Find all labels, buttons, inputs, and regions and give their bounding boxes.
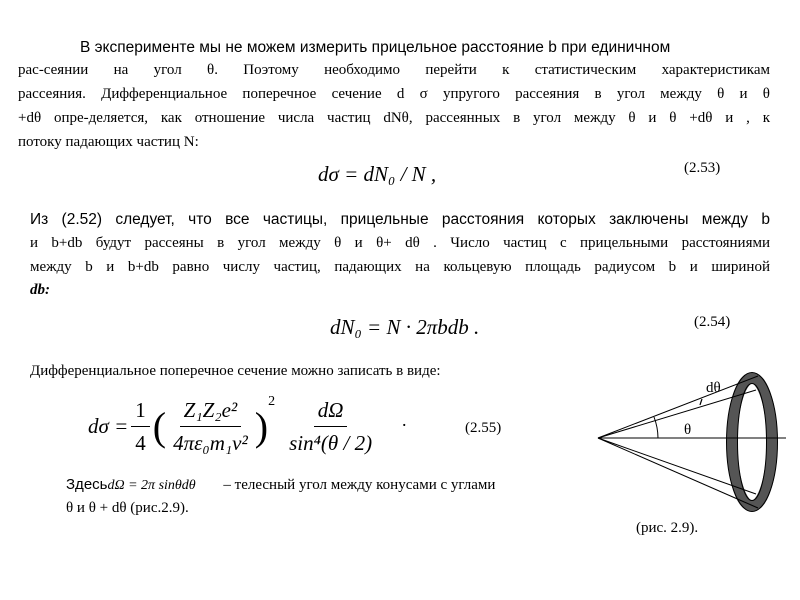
eq255-numerator: Z₁Z₂e²	[180, 396, 242, 427]
figure-2-9	[590, 370, 790, 530]
p4-line1	[66, 473, 495, 497]
equation-number-2-55: (2.55)	[465, 420, 502, 436]
label-theta: θ	[684, 422, 692, 438]
eq255-dot: .	[402, 410, 407, 430]
p3-line: Дифференциальное поперечное сечение можно записать в виде:	[30, 363, 441, 379]
dtheta-arc	[700, 399, 702, 405]
p1-line3: рассеяния. Дифференциальное поперечное сечение d σ упругого рассеяния в угол между θ и θ	[18, 86, 770, 102]
eq255-power: 2	[268, 394, 276, 409]
eq255-one: 1	[131, 396, 150, 427]
p1-line5: потоку падающих частиц N:	[18, 134, 199, 150]
equation-2-55: dσ = $\frac{1}{4}$ ( $\frac{\text{Z₁Z₂e²}}{\text{4πε₀m₁v²}}$ ) $^2$ $\frac{d\Omega}{\text{sin⁴(θ / 2)}}$	[88, 396, 379, 457]
ring-inner-edge	[738, 384, 767, 501]
p4-line2: θ и θ + dθ (рис.2.9).	[66, 500, 189, 516]
p1-line4: +dθ опре-деляется, как отношение числа частиц dNθ, рассеянных в угол между θ и θ +dθ и , к	[18, 110, 770, 126]
eq255-sin: sin⁴(θ / 2)	[289, 431, 373, 455]
p4-rest: – телесный угол между конусами с углами	[223, 477, 496, 493]
eq255-solid-angle-fraction	[285, 396, 376, 457]
p4-formula: dΩ = 2π sinθdθ	[107, 478, 196, 493]
p2-line4: db:	[30, 282, 50, 298]
figure-caption: (рис. 2.9).	[636, 520, 699, 536]
p2-line2: и b+db будут рассеяны в угол между θ и θ+ dθ . Число частиц с прицельными расстояниями	[30, 235, 770, 251]
equation-number-2-53: (2.53)	[684, 160, 721, 176]
p1-line2: рас-сеянии на угол θ. Поэтому необходимо перейти к статистическим характеристикам	[18, 62, 770, 78]
eq255-coulomb-fraction	[169, 396, 252, 457]
eq255-lhs: dσ =	[88, 414, 129, 438]
equation-2-54: dN₀ = N · 2πbdb .	[330, 315, 480, 339]
cone-ring-diagram	[590, 370, 790, 530]
p1-line1: В эксперименте мы не можем измерить прицельное расстояние b при единичном	[80, 39, 671, 56]
eq255-quarter	[131, 396, 150, 457]
eq255-denominator: 4πε₀m₁v²	[173, 431, 248, 455]
label-dtheta: dθ	[706, 380, 721, 396]
p2-line3: между b и b+db равно числу частиц, падающих на кольцевую площадь радиусом b и шириной	[30, 259, 770, 275]
eq255-four: 4	[135, 431, 146, 455]
eq255-domega: dΩ	[314, 396, 348, 427]
p2-line1: Из (2.52) следует, что все частицы, прицельные расстояния которых заключены между b	[30, 211, 770, 228]
equation-number-2-54: (2.54)	[694, 314, 731, 330]
equation-2-53: dσ = dN₀ / N ,	[318, 162, 437, 186]
p4-zdes: Здесь	[66, 476, 108, 493]
